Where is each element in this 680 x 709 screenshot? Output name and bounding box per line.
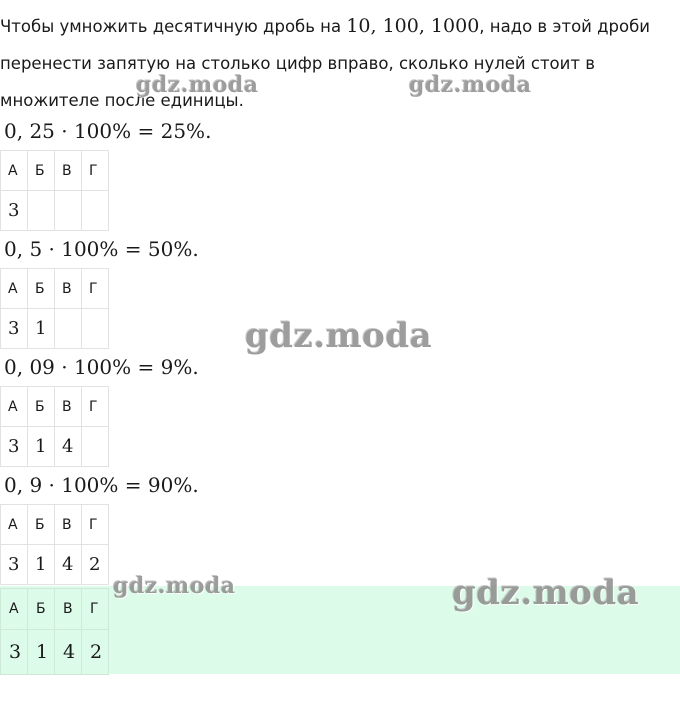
header-cell-b: Б (28, 269, 55, 309)
intro-paragraph (0, 8, 680, 119)
value-cell-b: 1 (28, 427, 55, 467)
final-header-cell-g: Г (82, 589, 109, 630)
final-value-cell-v: 4 (55, 630, 82, 675)
header-cell-b: Б (28, 505, 55, 545)
header-cell-v: В (55, 387, 82, 427)
final-value-cell-a: 3 (1, 630, 28, 675)
value-row (1, 427, 109, 467)
equation-1: 0, 25 · 100% = 25%. (4, 119, 212, 143)
final-answer-table (0, 588, 109, 675)
watermark: gdz.moda (113, 573, 236, 599)
watermark: gdz.moda (452, 573, 640, 613)
value-cell-v (55, 191, 82, 231)
value-cell-b (28, 191, 55, 231)
equation-4: 0, 9 · 100% = 90%. (4, 473, 199, 497)
value-cell-a: 3 (1, 191, 28, 231)
value-cell-g: 2 (82, 545, 109, 585)
value-row (1, 191, 109, 231)
header-cell-a: А (1, 505, 28, 545)
value-row (1, 309, 109, 349)
value-cell-b: 1 (28, 545, 55, 585)
header-cell-v: В (55, 151, 82, 191)
header-row (1, 151, 109, 191)
final-value-cell-g: 2 (82, 630, 109, 675)
header-cell-a: А (1, 387, 28, 427)
watermark: gdz.moda (136, 72, 259, 98)
header-cell-g: Г (82, 151, 109, 191)
header-cell-g: Г (82, 269, 109, 309)
value-cell-a: 3 (1, 309, 28, 349)
header-row (1, 505, 109, 545)
answer-table-1 (0, 150, 109, 231)
equation-2: 0, 5 · 100% = 50%. (4, 237, 199, 261)
answer-table-4 (0, 504, 109, 585)
equation-3: 0, 09 · 100% = 9%. (4, 355, 199, 379)
answer-table-3 (0, 386, 109, 467)
header-row (1, 269, 109, 309)
value-cell-v: 4 (55, 427, 82, 467)
value-cell-b: 1 (28, 309, 55, 349)
value-cell-g (82, 309, 109, 349)
final-header-cell-b: Б (28, 589, 55, 630)
header-cell-a: А (1, 269, 28, 309)
answer-table-2 (0, 268, 109, 349)
header-cell-g: Г (82, 387, 109, 427)
watermark: gdz.moda (409, 72, 532, 98)
intro-numbers: 10, 100, 1000 (346, 15, 480, 37)
header-cell-b: Б (28, 387, 55, 427)
value-cell-g (82, 191, 109, 231)
intro-text-before: Чтобы умножить десятичную дробь на (0, 17, 347, 36)
intro-text-after: , надо в этой дроби перенести запятую на столько цифр вправо, сколько нулей стоит в множителе после единицы. (0, 17, 651, 110)
value-cell-v (55, 309, 82, 349)
header-cell-a: А (1, 151, 28, 191)
header-cell-v: В (55, 269, 82, 309)
header-cell-b: Б (28, 151, 55, 191)
header-cell-v: В (55, 505, 82, 545)
value-cell-a: 3 (1, 427, 28, 467)
value-cell-g (82, 427, 109, 467)
final-value-row (1, 630, 109, 675)
value-row (1, 545, 109, 585)
final-header-row (1, 589, 109, 630)
watermark: gdz.moda (245, 316, 433, 356)
header-row (1, 387, 109, 427)
final-value-cell-b: 1 (28, 630, 55, 675)
value-cell-v: 4 (55, 545, 82, 585)
header-cell-g: Г (82, 505, 109, 545)
value-cell-a: 3 (1, 545, 28, 585)
final-header-cell-v: В (55, 589, 82, 630)
final-header-cell-a: А (1, 589, 28, 630)
